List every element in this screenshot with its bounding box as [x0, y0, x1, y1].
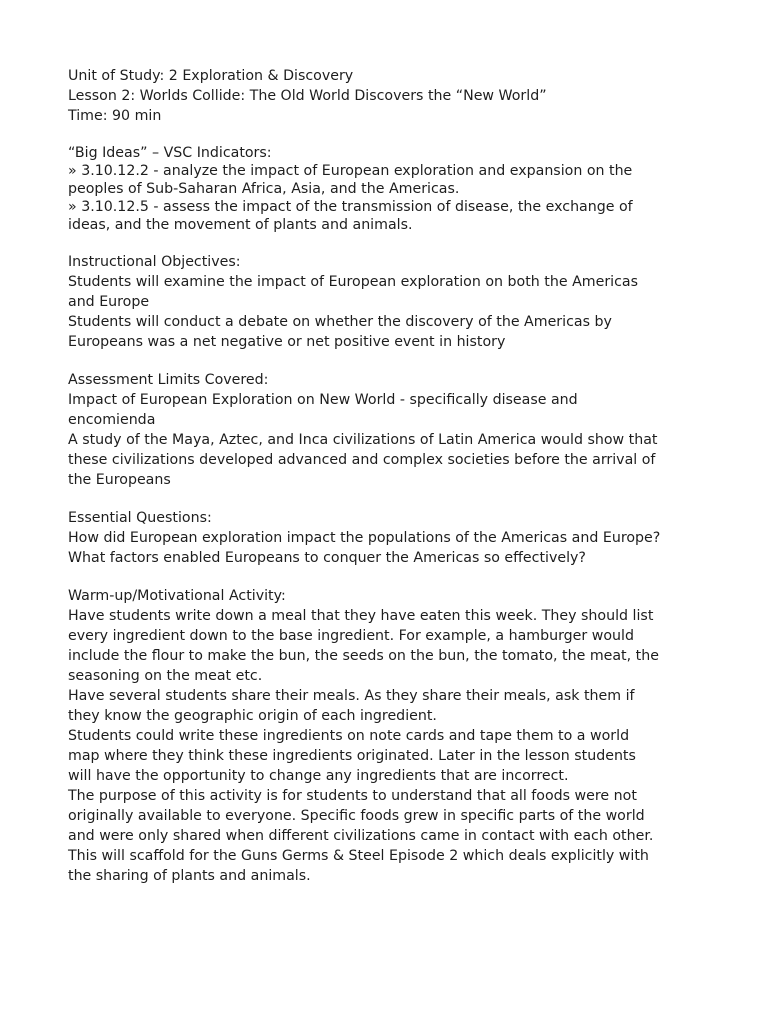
paragraph-line: will have the opportunity to change any ingredients that are incorrect. [68, 768, 569, 784]
spacer [68, 126, 728, 144]
section-heading: Assessment Limits Covered: [68, 372, 269, 388]
section-heading: Essential Questions: [68, 510, 212, 526]
unit-of-study-text: Unit of Study: 2 Exploration & Discovery [68, 68, 354, 84]
lesson-header [68, 66, 728, 126]
spacer [68, 352, 728, 370]
spacer [68, 568, 728, 586]
paragraph-line: Have students write down a meal that they have eaten this week. They should list [68, 608, 654, 624]
paragraph-line: Students will examine the impact of European exploration on both the Americas [68, 274, 639, 290]
paragraph-line: originally available to everyone. Specific foods grew in specific parts of the world [68, 808, 645, 824]
document-page [68, 66, 728, 886]
section-heading: “Big Ideas” – VSC Indicators: [68, 145, 272, 161]
paragraph-line: » 3.10.12.5 - assess the impact of the transmission of disease, the exchange of [68, 199, 633, 215]
warmup-section [68, 586, 728, 886]
paragraph-line: they know the geographic origin of each ingredient. [68, 708, 437, 724]
paragraph-line: » 3.10.12.2 - analyze the impact of European exploration and expansion on the [68, 163, 633, 179]
essential-questions-section [68, 508, 728, 568]
paragraph-line: A study of the Maya, Aztec, and Inca civilizations of Latin America would show that [68, 432, 658, 448]
big-ideas-section [68, 144, 728, 234]
paragraph-line: peoples of Sub-Saharan Africa, Asia, and the Americas. [68, 181, 460, 197]
paragraph-line: these civilizations developed advanced and complex societies before the arrival of [68, 452, 656, 468]
section-heading: Warm-up/Motivational Activity: [68, 588, 286, 604]
paragraph-line: Students will conduct a debate on whether the discovery of the Americas by [68, 314, 612, 330]
paragraph-line: Students could write these ingredients on note cards and tape them to a world [68, 728, 630, 744]
paragraph-line: map where they think these ingredients originated. Later in the lesson students [68, 748, 636, 764]
lesson-time-text: Time: 90 min [68, 108, 162, 124]
paragraph-line: Have several students share their meals. As they share their meals, ask them if [68, 688, 635, 704]
paragraph-line: What factors enabled Europeans to conquer the Americas so effectively? [68, 550, 586, 566]
paragraph-line: The purpose of this activity is for students to understand that all foods were not [68, 788, 637, 804]
paragraph-line: This will scaffold for the Guns Germs & Steel Episode 2 which deals explicitly with [68, 848, 649, 864]
paragraph-line: How did European exploration impact the populations of the Americas and Europe? [68, 530, 661, 546]
paragraph-line: ideas, and the movement of plants and animals. [68, 217, 413, 233]
paragraph-line: encomienda [68, 412, 156, 428]
section-heading: Instructional Objectives: [68, 254, 241, 270]
spacer [68, 234, 728, 252]
paragraph-line: and were only shared when different civilizations came in contact with each other. [68, 828, 654, 844]
spacer [68, 490, 728, 508]
paragraph-line: Impact of European Exploration on New World - specifically disease and [68, 392, 578, 408]
paragraph-line: include the flour to make the bun, the seeds on the bun, the tomato, the meat, the [68, 648, 659, 664]
assessment-section [68, 370, 728, 490]
paragraph-line: the sharing of plants and animals. [68, 868, 311, 884]
paragraph-line: and Europe [68, 294, 150, 310]
lesson-title-text: Lesson 2: Worlds Collide: The Old World Discovers the “New World” [68, 88, 547, 104]
objectives-section [68, 252, 728, 352]
paragraph-line: seasoning on the meat etc. [68, 668, 263, 684]
paragraph-line: the Europeans [68, 472, 171, 488]
paragraph-line: Europeans was a net negative or net positive event in history [68, 334, 506, 350]
paragraph-line: every ingredient down to the base ingredient. For example, a hamburger would [68, 628, 634, 644]
